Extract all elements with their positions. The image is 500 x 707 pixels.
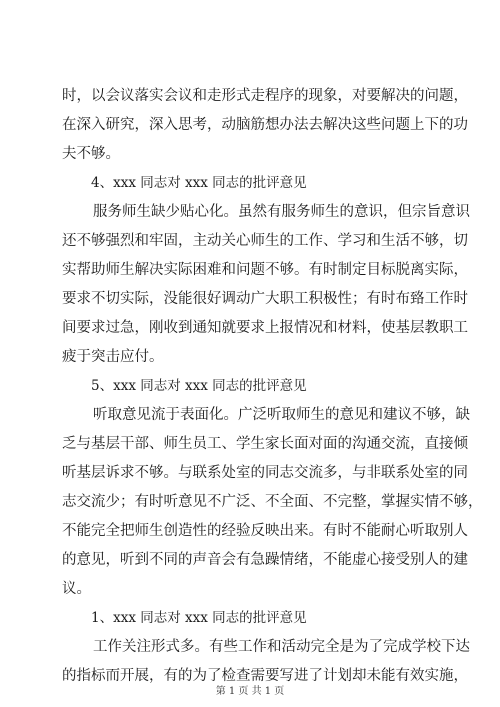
section-heading-5: 5、xxx 同志对 xxx 同志的批评意见 (91, 378, 307, 394)
body-line-9: 间要求过急，刚收到通知就要求上报情况和材料，使基层教职工 (62, 320, 468, 336)
body-line-12: 听取意见流于表面化。广泛听取师生的意见和建议不够，缺 (93, 407, 470, 423)
section-heading-1: 1、xxx 同志对 xxx 同志的批评意见 (91, 610, 307, 626)
body-line-8: 要求不切实际，没能很好调动广大职工积极性；有时布臵工作时 (62, 291, 468, 307)
body-line-17: 的意见，听到不同的声音会有急躁情绪，不能虚心接受别人的建 (62, 552, 468, 568)
body-line-13: 乏与基层干部、师生员工、学生家长面对面的沟通交流，直接倾 (62, 436, 468, 452)
body-line-6: 还不够强烈和牢固，主动关心师生的工作、学习和生活不够，切 (62, 233, 468, 249)
page-footer: 第 1 页 共 1 页 (215, 686, 285, 697)
body-line-7: 实帮助师生解决实际困难和问题不够。有时制定目标脱离实际， (62, 262, 468, 278)
body-line-3: 夫不够。 (62, 146, 120, 162)
body-line-16: 不能完全把师生创造性的经验反映出来。有时不能耐心听取别人 (62, 523, 468, 539)
body-line-1: 时，以会议落实会议和走形式走程序的现象，对要解决的问题， (62, 88, 468, 104)
body-line-15: 志交流少；有时听意见不广泛、不全面、不完整，掌握实情不够， (62, 494, 483, 510)
body-line-10: 疲于突击应付。 (62, 349, 164, 365)
body-line-2: 在深入研究，深入思考，动脑筋想办法去解决这些问题上下的功 (62, 117, 468, 133)
body-line-14: 听基层诉求不够。与联系处室的同志交流多，与非联系处室的同 (62, 465, 468, 481)
body-line-18: 议。 (62, 581, 91, 597)
body-line-20: 工作关注形式多。有些工作和活动完全是为了完成学校下达 (93, 639, 470, 655)
body-line-5: 服务师生缺少贴心化。虽然有服务师生的意识，但宗旨意识 (93, 204, 470, 220)
body-line-21: 的指标而开展，有的为了检查需要写进了计划却未能有效实施， (62, 668, 468, 684)
section-heading-4: 4、xxx 同志对 xxx 同志的批评意见 (91, 175, 307, 191)
